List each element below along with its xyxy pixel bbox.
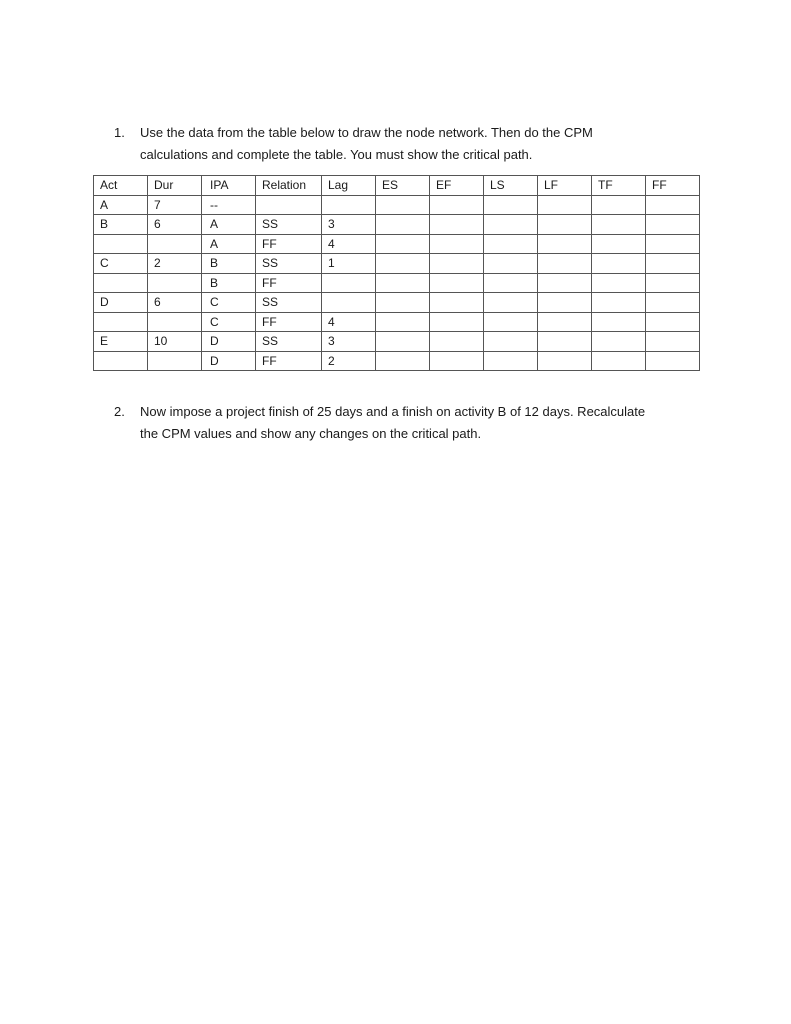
question-2-line-1: Now impose a project finish of 25 days and a finish on activity B of 12 days. Recalculate (140, 404, 646, 419)
cell-act: D (94, 293, 148, 313)
cell-act: B (94, 215, 148, 235)
cell-ff (646, 273, 700, 293)
cell-ls (484, 234, 538, 254)
cell-ipa: D (202, 332, 256, 352)
cell-ef (430, 215, 484, 235)
table-row (94, 351, 700, 371)
cell-dur: 6 (148, 215, 202, 235)
cell-ef (430, 312, 484, 332)
cell-es (376, 293, 430, 313)
header-ef: EF (430, 176, 484, 196)
cell-act: E (94, 332, 148, 352)
header-ls: LS (484, 176, 538, 196)
cell-tf (592, 312, 646, 332)
cell-lf (538, 273, 592, 293)
cell-ef (430, 293, 484, 313)
cell-lf (538, 293, 592, 313)
cpm-table (93, 175, 700, 371)
header-act: Act (94, 176, 148, 196)
cell-ls (484, 273, 538, 293)
cell-ff (646, 234, 700, 254)
cell-ipa: A (202, 234, 256, 254)
cell-es (376, 215, 430, 235)
cell-act: A (94, 195, 148, 215)
cell-lag: 4 (322, 312, 376, 332)
question-2-text (140, 401, 704, 445)
cell-ff (646, 293, 700, 313)
cell-dur (148, 234, 202, 254)
header-row (94, 176, 700, 196)
cell-es (376, 312, 430, 332)
header-ff: FF (646, 176, 700, 196)
cell-ipa: A (202, 215, 256, 235)
cell-lag: 4 (322, 234, 376, 254)
question-1-text (140, 122, 704, 166)
cell-act (94, 312, 148, 332)
cpm-table-header (94, 176, 700, 196)
question-1-line-2: calculations and complete the table. You must show the critical path. (140, 147, 533, 162)
cell-tf (592, 254, 646, 274)
cell-ef (430, 351, 484, 371)
cell-dur (148, 273, 202, 293)
table-row (94, 273, 700, 293)
cell-lf (538, 312, 592, 332)
cell-relation: SS (256, 215, 322, 235)
cell-act (94, 351, 148, 371)
cell-dur (148, 312, 202, 332)
cell-relation: FF (256, 234, 322, 254)
header-lf: LF (538, 176, 592, 196)
cell-ls (484, 254, 538, 274)
table-row (94, 332, 700, 352)
cell-lag: 2 (322, 351, 376, 371)
cell-es (376, 273, 430, 293)
cell-relation: SS (256, 332, 322, 352)
cell-dur: 10 (148, 332, 202, 352)
cell-es (376, 195, 430, 215)
cell-ls (484, 195, 538, 215)
cell-lf (538, 215, 592, 235)
cell-lf (538, 234, 592, 254)
cell-dur: 6 (148, 293, 202, 313)
cell-es (376, 234, 430, 254)
table-row (94, 312, 700, 332)
cell-ls (484, 351, 538, 371)
cell-ef (430, 195, 484, 215)
cpm-table-body (94, 195, 700, 371)
cell-ef (430, 234, 484, 254)
table-row (94, 254, 700, 274)
question-1-line-1: Use the data from the table below to draw the node network. Then do the CPM (140, 125, 593, 140)
header-ipa: IPA (202, 176, 256, 196)
cell-relation (256, 195, 322, 215)
cell-act: C (94, 254, 148, 274)
cell-lf (538, 351, 592, 371)
header-tf: TF (592, 176, 646, 196)
cell-ls (484, 215, 538, 235)
header-relation: Relation (256, 176, 322, 196)
cell-relation: FF (256, 273, 322, 293)
cell-ls (484, 332, 538, 352)
cell-ff (646, 332, 700, 352)
header-lag: Lag (322, 176, 376, 196)
cell-dur: 2 (148, 254, 202, 274)
cell-lag (322, 293, 376, 313)
cell-tf (592, 273, 646, 293)
cell-tf (592, 293, 646, 313)
question-1 (114, 122, 704, 166)
header-es: ES (376, 176, 430, 196)
cell-tf (592, 215, 646, 235)
cell-ipa: C (202, 293, 256, 313)
cell-ls (484, 293, 538, 313)
table-row (94, 293, 700, 313)
cell-lag: 1 (322, 254, 376, 274)
cell-lf (538, 195, 592, 215)
cell-ef (430, 332, 484, 352)
cell-relation: SS (256, 254, 322, 274)
cell-lag: 3 (322, 215, 376, 235)
cell-ipa: B (202, 254, 256, 274)
cell-dur (148, 351, 202, 371)
question-2-line-2: the CPM values and show any changes on the critical path. (140, 426, 482, 441)
cell-ipa: B (202, 273, 256, 293)
cell-es (376, 254, 430, 274)
cell-act (94, 273, 148, 293)
cell-relation: FF (256, 312, 322, 332)
question-2 (114, 401, 704, 445)
cell-dur: 7 (148, 195, 202, 215)
table-row (94, 195, 700, 215)
cell-es (376, 332, 430, 352)
table-row (94, 234, 700, 254)
cell-ff (646, 195, 700, 215)
cell-es (376, 351, 430, 371)
table-row (94, 215, 700, 235)
cell-lag: 3 (322, 332, 376, 352)
cell-ff (646, 351, 700, 371)
cell-ipa: C (202, 312, 256, 332)
cell-lag (322, 195, 376, 215)
cell-ff (646, 312, 700, 332)
cell-tf (592, 332, 646, 352)
header-dur: Dur (148, 176, 202, 196)
cell-lf (538, 332, 592, 352)
cell-lf (538, 254, 592, 274)
cell-tf (592, 234, 646, 254)
question-2-number: 2. (114, 404, 125, 419)
cell-ff (646, 215, 700, 235)
cell-ipa: D (202, 351, 256, 371)
cell-lag (322, 273, 376, 293)
cell-ef (430, 273, 484, 293)
cell-tf (592, 195, 646, 215)
cell-ff (646, 254, 700, 274)
cell-tf (592, 351, 646, 371)
cell-ipa: -- (202, 195, 256, 215)
cell-relation: FF (256, 351, 322, 371)
cell-act (94, 234, 148, 254)
cell-ef (430, 254, 484, 274)
cell-ls (484, 312, 538, 332)
cell-relation: SS (256, 293, 322, 313)
question-1-number: 1. (114, 125, 125, 140)
